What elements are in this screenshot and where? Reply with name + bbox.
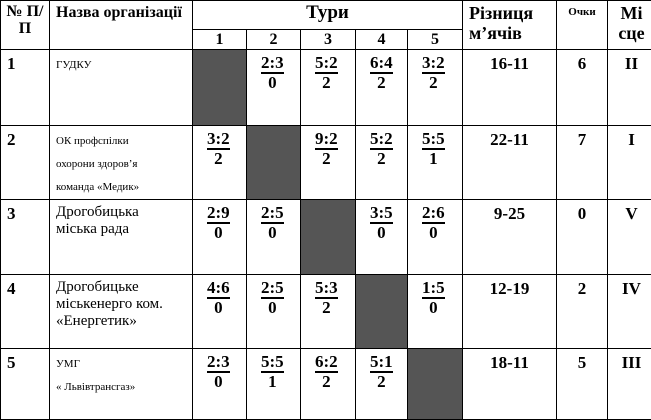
match-points: 1 <box>422 150 445 168</box>
match-score: 5:3 <box>315 279 338 299</box>
org-name-line: УМГ <box>56 353 192 376</box>
score-cell <box>247 275 301 349</box>
org-name <box>50 126 193 200</box>
score-fraction <box>261 279 284 317</box>
score-fraction <box>422 54 445 92</box>
org-name-line: Дрогобицька <box>56 204 192 221</box>
match-score: 9:2 <box>315 130 338 150</box>
score-cell <box>193 200 247 275</box>
org-name <box>50 349 193 420</box>
match-points: 2 <box>315 74 338 92</box>
match-score: 5:2 <box>315 54 338 74</box>
score-fraction <box>207 204 230 242</box>
org-name-line: ОК профспілки <box>56 130 192 153</box>
self-match-cell <box>408 349 463 420</box>
match-score: 2:6 <box>422 204 445 224</box>
score-cell <box>408 200 463 275</box>
table-row <box>1 275 651 349</box>
score-fraction <box>370 204 393 242</box>
goal-difference: 22-11 <box>463 126 557 200</box>
score-cell <box>408 126 463 200</box>
self-match-cell <box>356 275 408 349</box>
goal-difference: 9-25 <box>463 200 557 275</box>
org-name-line: міськенерго ком. <box>56 296 192 313</box>
score-fraction <box>422 279 445 317</box>
goal-difference: 12-19 <box>463 275 557 349</box>
score-fraction <box>315 130 338 168</box>
match-points: 0 <box>207 299 230 317</box>
score-cell <box>193 349 247 420</box>
match-score: 3:2 <box>422 54 445 74</box>
match-points: 0 <box>422 224 445 242</box>
place: ІІ <box>608 50 651 126</box>
match-score: 2:5 <box>261 279 284 299</box>
header-round-2: 2 <box>247 30 301 50</box>
match-score: 5:5 <box>422 130 445 150</box>
score-cell <box>193 275 247 349</box>
score-cell <box>247 349 301 420</box>
score-cell <box>408 275 463 349</box>
org-name-line: «Енергетик» <box>56 313 192 330</box>
standings-body <box>1 50 651 420</box>
match-score: 1:5 <box>422 279 445 299</box>
points: 6 <box>557 50 608 126</box>
header-round-4: 4 <box>356 30 408 50</box>
row-number: 5 <box>1 349 50 420</box>
match-points: 2 <box>370 150 393 168</box>
points: 7 <box>557 126 608 200</box>
header-round-3: 3 <box>301 30 356 50</box>
org-name <box>50 275 193 349</box>
score-cell <box>301 50 356 126</box>
score-fraction <box>261 54 284 92</box>
match-points: 2 <box>422 74 445 92</box>
match-score: 5:2 <box>370 130 393 150</box>
row-number: 4 <box>1 275 50 349</box>
score-fraction <box>207 353 230 391</box>
match-score: 5:1 <box>370 353 393 373</box>
score-cell <box>301 349 356 420</box>
points: 0 <box>557 200 608 275</box>
header-number: № П/П <box>1 1 50 50</box>
org-name-line: команда «Медик» <box>56 176 192 199</box>
match-score: 6:2 <box>315 353 338 373</box>
header-round-5: 5 <box>408 30 463 50</box>
match-points: 2 <box>315 373 338 391</box>
match-points: 2 <box>315 150 338 168</box>
table-row <box>1 50 651 126</box>
score-fraction <box>315 54 338 92</box>
match-score: 5:5 <box>261 353 284 373</box>
header-rounds: Тури <box>193 1 463 30</box>
table-row <box>1 200 651 275</box>
score-fraction <box>370 54 393 92</box>
match-points: 0 <box>422 299 445 317</box>
org-name <box>50 50 193 126</box>
match-points: 2 <box>207 150 230 168</box>
score-cell <box>301 126 356 200</box>
match-points: 0 <box>207 224 230 242</box>
place: IV <box>608 275 651 349</box>
self-match-cell <box>247 126 301 200</box>
score-cell <box>301 275 356 349</box>
match-score: 2:9 <box>207 204 230 224</box>
score-cell <box>356 126 408 200</box>
table-row <box>1 349 651 420</box>
score-cell <box>247 50 301 126</box>
place: V <box>608 200 651 275</box>
row-number: 1 <box>1 50 50 126</box>
match-points: 2 <box>370 74 393 92</box>
table-row <box>1 126 651 200</box>
match-points: 2 <box>315 299 338 317</box>
match-score: 3:2 <box>207 130 230 150</box>
self-match-cell <box>193 50 247 126</box>
score-fraction <box>207 279 230 317</box>
score-fraction <box>422 204 445 242</box>
org-name <box>50 200 193 275</box>
header-round-1: 1 <box>193 30 247 50</box>
place: І <box>608 126 651 200</box>
header-place: Мі сце <box>608 1 651 50</box>
header-org-name: Назва організації <box>50 1 193 50</box>
org-name-line: міська рада <box>56 221 192 238</box>
score-fraction <box>261 353 284 391</box>
org-name-line: охорони здоров’я <box>56 153 192 176</box>
place: ІІІ <box>608 349 651 420</box>
header-row <box>1 1 651 30</box>
points: 5 <box>557 349 608 420</box>
header-points: Очки <box>557 1 608 50</box>
score-fraction <box>207 130 230 168</box>
goal-difference: 16-11 <box>463 50 557 126</box>
score-cell <box>356 200 408 275</box>
row-number: 3 <box>1 200 50 275</box>
header-goal-difference: Різниця м’ячів <box>463 1 557 50</box>
match-points: 0 <box>207 373 230 391</box>
score-cell <box>356 349 408 420</box>
match-points: 0 <box>261 299 284 317</box>
score-cell <box>356 50 408 126</box>
match-points: 2 <box>370 373 393 391</box>
match-score: 2:3 <box>261 54 284 74</box>
match-points: 0 <box>370 224 393 242</box>
match-score: 3:5 <box>370 204 393 224</box>
score-fraction <box>370 130 393 168</box>
points: 2 <box>557 275 608 349</box>
match-score: 2:5 <box>261 204 284 224</box>
score-cell <box>247 200 301 275</box>
score-fraction <box>315 353 338 391</box>
org-name-line: ГУДКУ <box>56 54 192 77</box>
goal-difference: 18-11 <box>463 349 557 420</box>
score-cell <box>408 50 463 126</box>
score-fraction <box>422 130 445 168</box>
score-cell <box>193 126 247 200</box>
org-name-line: « Львівтрансгаз» <box>56 376 192 399</box>
score-fraction <box>261 204 284 242</box>
match-points: 1 <box>261 373 284 391</box>
match-score: 2:3 <box>207 353 230 373</box>
self-match-cell <box>301 200 356 275</box>
score-fraction <box>315 279 338 317</box>
row-number: 2 <box>1 126 50 200</box>
match-points: 0 <box>261 74 284 92</box>
org-name-line: Дрогобицьке <box>56 279 192 296</box>
match-score: 4:6 <box>207 279 230 299</box>
match-score: 6:4 <box>370 54 393 74</box>
match-points: 0 <box>261 224 284 242</box>
score-fraction <box>370 353 393 391</box>
